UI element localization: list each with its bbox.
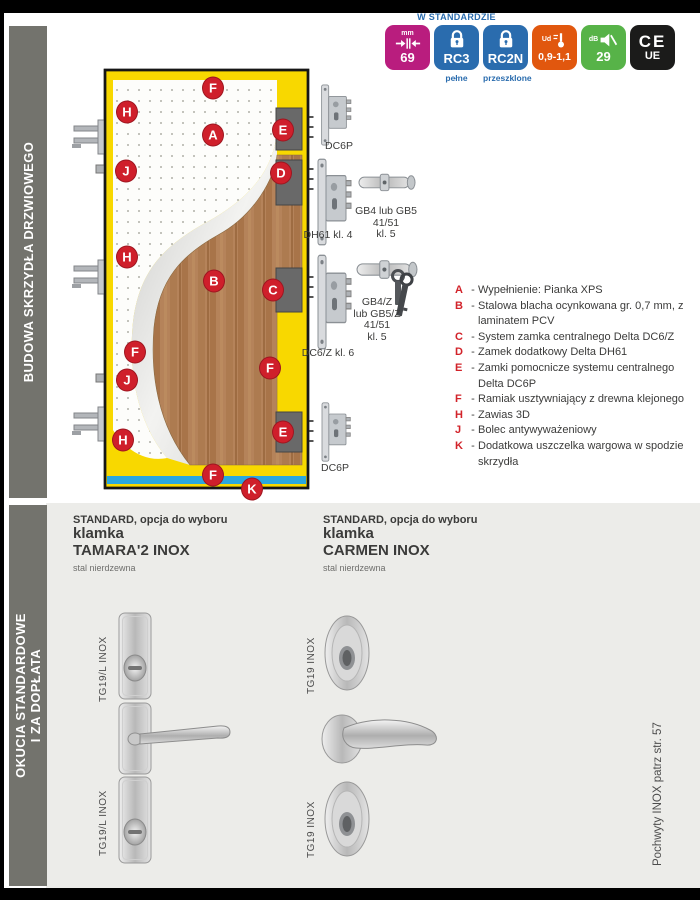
- legend-item: H - Zawias 3D: [455, 408, 530, 421]
- handle-right-type: klamka: [323, 525, 374, 542]
- tag-tg19l-bottom: TG19/L INOX: [98, 790, 109, 856]
- legend-item: K - Dodatkowa uszczelka wargowa w spodzie skrzydła: [455, 439, 684, 468]
- sidebar-top-label: BUDOWA SKRZYDŁA DRZWIOWEGO: [20, 141, 36, 383]
- marker-J: J: [115, 160, 137, 183]
- top-black-bar: [0, 0, 700, 13]
- marker-D: D: [270, 162, 292, 185]
- left-black-strip: [0, 13, 4, 888]
- badge-leaf-thickness: [385, 25, 430, 70]
- ue-mark: UE: [644, 49, 661, 62]
- escutcheon-plate-top-image: [118, 612, 152, 700]
- handle-option-right: [323, 514, 563, 573]
- cylinder-gb4-image: [358, 170, 416, 194]
- marker-B: B: [203, 270, 225, 293]
- padlock-icon: [496, 29, 516, 50]
- badge-thermal: [532, 25, 577, 70]
- badge-rc2n-value: RC2N: [487, 51, 524, 66]
- rosette-top-image: [324, 614, 370, 692]
- marker-H: H: [116, 246, 138, 269]
- thermometer-icon: [552, 31, 567, 49]
- lock-dc6p-top-image: [315, 84, 353, 146]
- sidebar-door-construction: [9, 26, 47, 498]
- legend-item: C - System zamka centralnego Delta DC6/Z: [455, 330, 675, 343]
- badge-ce: [630, 25, 675, 70]
- badge-rc3-value: RC3: [443, 51, 470, 66]
- marker-H: H: [116, 101, 138, 124]
- tag-tg19-top: TG19 INOX: [306, 637, 317, 694]
- lever-handle-carmen-image: [316, 708, 448, 770]
- marker-K: K: [241, 478, 263, 501]
- lock-label-dh61: DH61 kl. 4: [303, 229, 353, 241]
- anti-pry-bolt-icon: [96, 165, 105, 173]
- badge-rc3: [434, 25, 479, 70]
- badge-db-label: dB: [588, 36, 599, 43]
- lock-dc6p-bottom-image: [316, 402, 352, 462]
- badge-thickness-value: 69: [400, 50, 415, 65]
- cylinder-gb4z-label: GB4/Z lub GB5/Z 41/51 kl. 5: [353, 296, 401, 343]
- sidebar-fittings: [9, 505, 47, 886]
- handle-right-header: STANDARD, opcja do wyboru: [323, 514, 478, 526]
- legend-item: A - Wypełnienie: Pianka XPS: [455, 284, 603, 296]
- muted-speaker-icon: [599, 32, 618, 48]
- badge-acoustic: [581, 25, 626, 70]
- marker-J: J: [116, 369, 138, 392]
- legend-item: B - Stalowa blacha ocynkowana gr. 0,7 mm, z laminatem PCV: [455, 299, 684, 328]
- tag-tg19l-top: TG19/L INOX: [98, 636, 109, 702]
- side-note-pochwyty: Pochwyty INOX patrz str. 57: [651, 722, 664, 866]
- handle-left-type: klamka: [73, 525, 124, 542]
- tag-tg19-bottom: TG19 INOX: [306, 801, 317, 858]
- lock-label-dc6z: DC6/Z kl. 6: [301, 347, 355, 359]
- legend-item: D - Zamek dodatkowy Delta DH61: [455, 346, 628, 359]
- marker-E: E: [272, 119, 294, 142]
- handle-left-name: TAMARA'2 INOX: [73, 541, 190, 559]
- marker-H: H: [112, 429, 134, 452]
- marker-C: C: [262, 279, 284, 302]
- marker-F: F: [124, 341, 146, 364]
- badge-ud-label: Ud: [541, 36, 552, 43]
- badge-rc3-sublabel: pełne: [445, 73, 468, 83]
- width-arrows-icon: [395, 38, 421, 49]
- legend-item: J - Bolec antywyważeniowy: [455, 424, 597, 437]
- cylinder-gb4-label: GB4 lub GB5 41/51 kl. 5: [355, 205, 417, 240]
- padlock-icon: [447, 29, 467, 50]
- bottom-black-bar: [0, 888, 700, 900]
- ce-mark: CE: [638, 31, 667, 51]
- handle-right-material: stal nierdzewna: [323, 562, 386, 573]
- standards-badges: [385, 25, 675, 70]
- parts-legend: [455, 283, 699, 470]
- sidebar-bottom-label-line2: I ZA DOPŁATA: [28, 648, 43, 743]
- escutcheon-plate-bottom-image: [118, 776, 152, 864]
- badge-thermal-value: 0,9-1,1: [538, 50, 571, 63]
- lever-handle-tamara-image: [118, 702, 238, 776]
- rosette-bottom-image: [324, 780, 370, 858]
- handle-right-name: CARMEN INOX: [323, 541, 430, 559]
- sidebar-bottom-label-line1: OKUCIA STANDARDOWE: [13, 613, 28, 778]
- handle-option-left: [73, 514, 313, 573]
- anti-pry-bolt-icon: [96, 374, 105, 382]
- badge-mm-label: mm: [401, 30, 414, 37]
- legend-item: F - Ramiak usztywniający z drewna klejonego: [455, 393, 685, 406]
- lock-label-dc6p-top: DC6P: [324, 140, 353, 152]
- standards-header: W STANDARDZIE: [417, 12, 496, 22]
- handle-left-material: stal nierdzewna: [73, 562, 136, 573]
- lock-label-dc6p-bottom: DC6P: [320, 462, 349, 474]
- badge-acoustic-value: 29: [596, 48, 611, 64]
- marker-E: E: [272, 421, 294, 444]
- legend-item: E - Zamki pomocnicze systemu centralnego Delta DC6P: [455, 361, 675, 390]
- handle-left-header: STANDARD, opcja do wyboru: [73, 514, 228, 526]
- marker-F: F: [202, 464, 224, 487]
- marker-F: F: [259, 357, 281, 380]
- badge-rc2n: [483, 25, 528, 70]
- badge-rc2n-sublabel: przeszklone: [483, 73, 532, 83]
- marker-F: F: [202, 77, 224, 100]
- marker-A: A: [202, 124, 224, 147]
